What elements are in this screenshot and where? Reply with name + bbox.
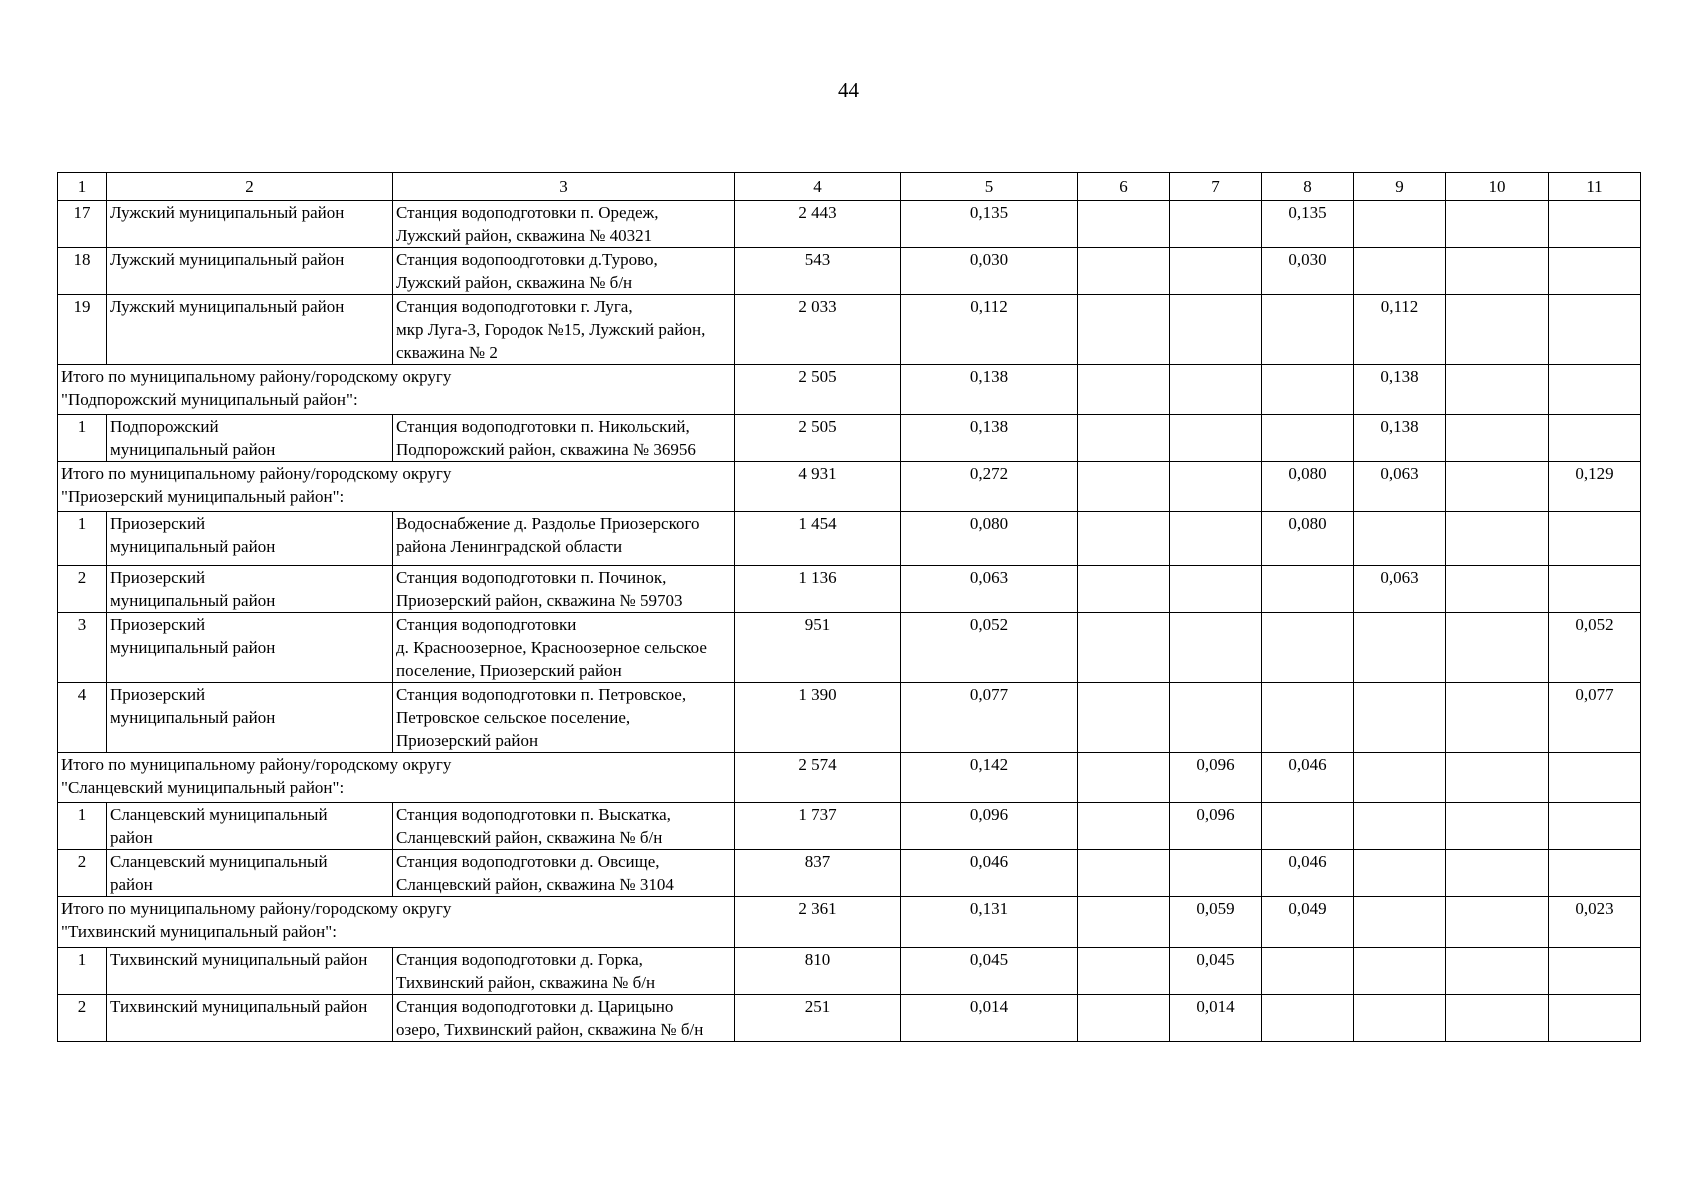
value-cell <box>1078 462 1170 512</box>
row-number: 2 <box>58 566 107 613</box>
value-cell <box>1549 295 1641 365</box>
value-cell <box>1354 201 1446 248</box>
table-row <box>58 512 1641 566</box>
table-row <box>58 850 1641 897</box>
station-name: Станция водоподготовки п. Оредеж, Лужский район, скважина № 40321 <box>393 201 735 248</box>
value-cell: 1 454 <box>735 512 901 566</box>
value-cell <box>1078 512 1170 566</box>
row-number: 19 <box>58 295 107 365</box>
district-name: Сланцевский муниципальный район <box>107 850 393 897</box>
value-cell: 0,045 <box>901 948 1078 995</box>
value-cell: 0,063 <box>1354 462 1446 512</box>
value-cell <box>1549 995 1641 1042</box>
value-cell <box>1170 462 1262 512</box>
value-cell: 0,096 <box>1170 753 1262 803</box>
district-name: Тихвинский муниципальный район <box>107 948 393 995</box>
value-cell <box>1078 295 1170 365</box>
district-name: Лужский муниципальный район <box>107 248 393 295</box>
value-cell <box>1078 201 1170 248</box>
value-cell: 0,131 <box>901 897 1078 948</box>
value-cell <box>1354 995 1446 1042</box>
value-cell <box>1170 566 1262 613</box>
value-cell <box>1078 803 1170 850</box>
value-cell: 1 390 <box>735 683 901 753</box>
value-cell <box>1170 683 1262 753</box>
value-cell: 951 <box>735 613 901 683</box>
value-cell: 0,052 <box>901 613 1078 683</box>
value-cell <box>1170 201 1262 248</box>
column-header: 4 <box>735 173 901 201</box>
value-cell: 4 931 <box>735 462 901 512</box>
station-name: Станция водоподготовки п. Выскатка, Сланцевский район, скважина № б/н <box>393 803 735 850</box>
table-row <box>58 683 1641 753</box>
value-cell: 837 <box>735 850 901 897</box>
value-cell: 0,080 <box>1262 462 1354 512</box>
value-cell <box>1354 683 1446 753</box>
value-cell <box>1354 948 1446 995</box>
table-row <box>58 995 1641 1042</box>
district-name: Лужский муниципальный район <box>107 201 393 248</box>
value-cell: 0,023 <box>1549 897 1641 948</box>
column-header: 3 <box>393 173 735 201</box>
value-cell <box>1446 850 1549 897</box>
value-cell: 0,080 <box>1262 512 1354 566</box>
value-cell: 0,112 <box>1354 295 1446 365</box>
value-cell <box>1078 566 1170 613</box>
value-cell <box>1446 948 1549 995</box>
value-cell <box>1078 753 1170 803</box>
value-cell: 0,272 <box>901 462 1078 512</box>
value-cell <box>1170 512 1262 566</box>
value-cell <box>1549 415 1641 462</box>
value-cell <box>1446 415 1549 462</box>
station-name: Станция водоподготовки г. Луга, мкр Луга-3, Городок №15, Лужский район, скважина № 2 <box>393 295 735 365</box>
station-name: Станция водоподготовки п. Петровское, Петровское сельское поселение, Приозерский район <box>393 683 735 753</box>
table-row <box>58 566 1641 613</box>
total-row <box>58 753 1641 803</box>
row-number: 1 <box>58 415 107 462</box>
value-cell: 1 737 <box>735 803 901 850</box>
value-cell: 0,052 <box>1549 613 1641 683</box>
table-body <box>58 173 1641 1042</box>
station-name: Водоснабжение д. Раздолье Приозерского района Ленинградской области <box>393 512 735 566</box>
value-cell <box>1262 365 1354 415</box>
value-cell: 0,046 <box>901 850 1078 897</box>
row-number: 1 <box>58 512 107 566</box>
row-number: 2 <box>58 995 107 1042</box>
value-cell: 0,059 <box>1170 897 1262 948</box>
value-cell <box>1354 248 1446 295</box>
column-header: 5 <box>901 173 1078 201</box>
district-name: Приозерский муниципальный район <box>107 566 393 613</box>
value-cell: 0,096 <box>1170 803 1262 850</box>
value-cell <box>1446 995 1549 1042</box>
value-cell: 0,112 <box>901 295 1078 365</box>
value-cell: 2 443 <box>735 201 901 248</box>
value-cell <box>1549 365 1641 415</box>
data-table <box>57 172 1641 1042</box>
value-cell <box>1354 613 1446 683</box>
column-header: 2 <box>107 173 393 201</box>
total-row <box>58 365 1641 415</box>
value-cell: 251 <box>735 995 901 1042</box>
column-header: 7 <box>1170 173 1262 201</box>
column-header: 6 <box>1078 173 1170 201</box>
value-cell: 0,063 <box>901 566 1078 613</box>
value-cell <box>1549 512 1641 566</box>
value-cell <box>1170 850 1262 897</box>
row-number: 2 <box>58 850 107 897</box>
value-cell: 0,030 <box>1262 248 1354 295</box>
value-cell: 0,138 <box>901 415 1078 462</box>
district-name: Приозерский муниципальный район <box>107 613 393 683</box>
table-row <box>58 248 1641 295</box>
value-cell: 0,014 <box>901 995 1078 1042</box>
value-cell <box>1170 248 1262 295</box>
value-cell <box>1446 248 1549 295</box>
value-cell: 0,077 <box>1549 683 1641 753</box>
table-row <box>58 613 1641 683</box>
district-name: Лужский муниципальный район <box>107 295 393 365</box>
row-number: 1 <box>58 948 107 995</box>
district-name: Приозерский муниципальный район <box>107 683 393 753</box>
total-row <box>58 897 1641 948</box>
value-cell <box>1078 948 1170 995</box>
column-header: 10 <box>1446 173 1549 201</box>
value-cell: 0,129 <box>1549 462 1641 512</box>
value-cell <box>1262 995 1354 1042</box>
value-cell: 0,049 <box>1262 897 1354 948</box>
value-cell <box>1078 415 1170 462</box>
value-cell <box>1262 566 1354 613</box>
page-number: 44 <box>838 78 859 102</box>
total-label: Итого по муниципальному району/городскому округу "Тихвинский муниципальный район": <box>58 897 735 948</box>
value-cell <box>1446 897 1549 948</box>
district-name: Приозерский муниципальный район <box>107 512 393 566</box>
value-cell <box>1262 948 1354 995</box>
table-row <box>58 803 1641 850</box>
value-cell: 810 <box>735 948 901 995</box>
value-cell: 1 136 <box>735 566 901 613</box>
station-name: Станция водоподготовки п. Никольский, Подпорожский район, скважина № 36956 <box>393 415 735 462</box>
column-header: 1 <box>58 173 107 201</box>
value-cell <box>1170 295 1262 365</box>
column-header: 9 <box>1354 173 1446 201</box>
value-cell <box>1549 850 1641 897</box>
value-cell <box>1354 512 1446 566</box>
row-number: 4 <box>58 683 107 753</box>
row-number: 18 <box>58 248 107 295</box>
value-cell <box>1446 512 1549 566</box>
station-name: Станция водоподготовки п. Починок, Приозерский район, скважина № 59703 <box>393 566 735 613</box>
value-cell <box>1549 566 1641 613</box>
station-name: Станция водопоодготовки д.Турово, Лужский район, скважина № б/н <box>393 248 735 295</box>
value-cell <box>1354 897 1446 948</box>
station-name: Станция водоподготовки д. Царицыно озеро, Тихвинский район, скважина № б/н <box>393 995 735 1042</box>
value-cell <box>1078 613 1170 683</box>
value-cell <box>1170 415 1262 462</box>
value-cell <box>1446 462 1549 512</box>
value-cell <box>1078 683 1170 753</box>
district-name: Сланцевский муниципальный район <box>107 803 393 850</box>
station-name: Станция водоподготовки д. Овсище, Сланцевский район, скважина № 3104 <box>393 850 735 897</box>
column-header: 11 <box>1549 173 1641 201</box>
value-cell <box>1262 295 1354 365</box>
district-name: Тихвинский муниципальный район <box>107 995 393 1042</box>
value-cell: 0,135 <box>901 201 1078 248</box>
row-number: 1 <box>58 803 107 850</box>
value-cell <box>1078 365 1170 415</box>
value-cell <box>1446 295 1549 365</box>
table-row <box>58 948 1641 995</box>
district-name: Подпорожский муниципальный район <box>107 415 393 462</box>
value-cell <box>1078 850 1170 897</box>
table-row <box>58 295 1641 365</box>
value-cell <box>1170 365 1262 415</box>
total-label: Итого по муниципальному району/городскому округу "Сланцевский муниципальный район": <box>58 753 735 803</box>
header-row <box>58 173 1641 201</box>
value-cell: 0,138 <box>1354 415 1446 462</box>
value-cell <box>1549 201 1641 248</box>
value-cell <box>1354 850 1446 897</box>
table-row <box>58 415 1641 462</box>
value-cell: 0,063 <box>1354 566 1446 613</box>
value-cell: 2 505 <box>735 365 901 415</box>
value-cell <box>1549 948 1641 995</box>
value-cell <box>1549 248 1641 295</box>
value-cell <box>1354 803 1446 850</box>
value-cell <box>1170 613 1262 683</box>
value-cell <box>1446 803 1549 850</box>
value-cell <box>1549 803 1641 850</box>
value-cell: 2 574 <box>735 753 901 803</box>
station-name: Станция водоподготовки д. Горка, Тихвинский район, скважина № б/н <box>393 948 735 995</box>
value-cell: 543 <box>735 248 901 295</box>
value-cell <box>1446 566 1549 613</box>
value-cell: 0,030 <box>901 248 1078 295</box>
value-cell <box>1262 613 1354 683</box>
value-cell <box>1078 995 1170 1042</box>
value-cell <box>1262 683 1354 753</box>
value-cell: 0,096 <box>901 803 1078 850</box>
value-cell: 0,014 <box>1170 995 1262 1042</box>
value-cell <box>1446 201 1549 248</box>
value-cell: 0,138 <box>901 365 1078 415</box>
value-cell: 0,046 <box>1262 753 1354 803</box>
value-cell: 2 361 <box>735 897 901 948</box>
value-cell <box>1446 753 1549 803</box>
value-cell: 2 033 <box>735 295 901 365</box>
value-cell <box>1262 415 1354 462</box>
value-cell: 2 505 <box>735 415 901 462</box>
row-number: 3 <box>58 613 107 683</box>
total-label: Итого по муниципальному району/городскому округу "Подпорожский муниципальный район": <box>58 365 735 415</box>
value-cell <box>1078 897 1170 948</box>
value-cell <box>1446 683 1549 753</box>
total-label: Итого по муниципальному району/городскому округу "Приозерский муниципальный район": <box>58 462 735 512</box>
value-cell: 0,080 <box>901 512 1078 566</box>
value-cell: 0,045 <box>1170 948 1262 995</box>
value-cell: 0,135 <box>1262 201 1354 248</box>
value-cell: 0,077 <box>901 683 1078 753</box>
value-cell <box>1446 613 1549 683</box>
value-cell <box>1262 803 1354 850</box>
table-row <box>58 201 1641 248</box>
row-number: 17 <box>58 201 107 248</box>
station-name: Станция водоподготовки д. Красноозерное, Красноозерное сельское поселение, Приозерский район <box>393 613 735 683</box>
value-cell <box>1549 753 1641 803</box>
column-header: 8 <box>1262 173 1354 201</box>
value-cell: 0,142 <box>901 753 1078 803</box>
total-row <box>58 462 1641 512</box>
value-cell: 0,138 <box>1354 365 1446 415</box>
value-cell: 0,046 <box>1262 850 1354 897</box>
value-cell <box>1354 753 1446 803</box>
value-cell <box>1078 248 1170 295</box>
value-cell <box>1446 365 1549 415</box>
